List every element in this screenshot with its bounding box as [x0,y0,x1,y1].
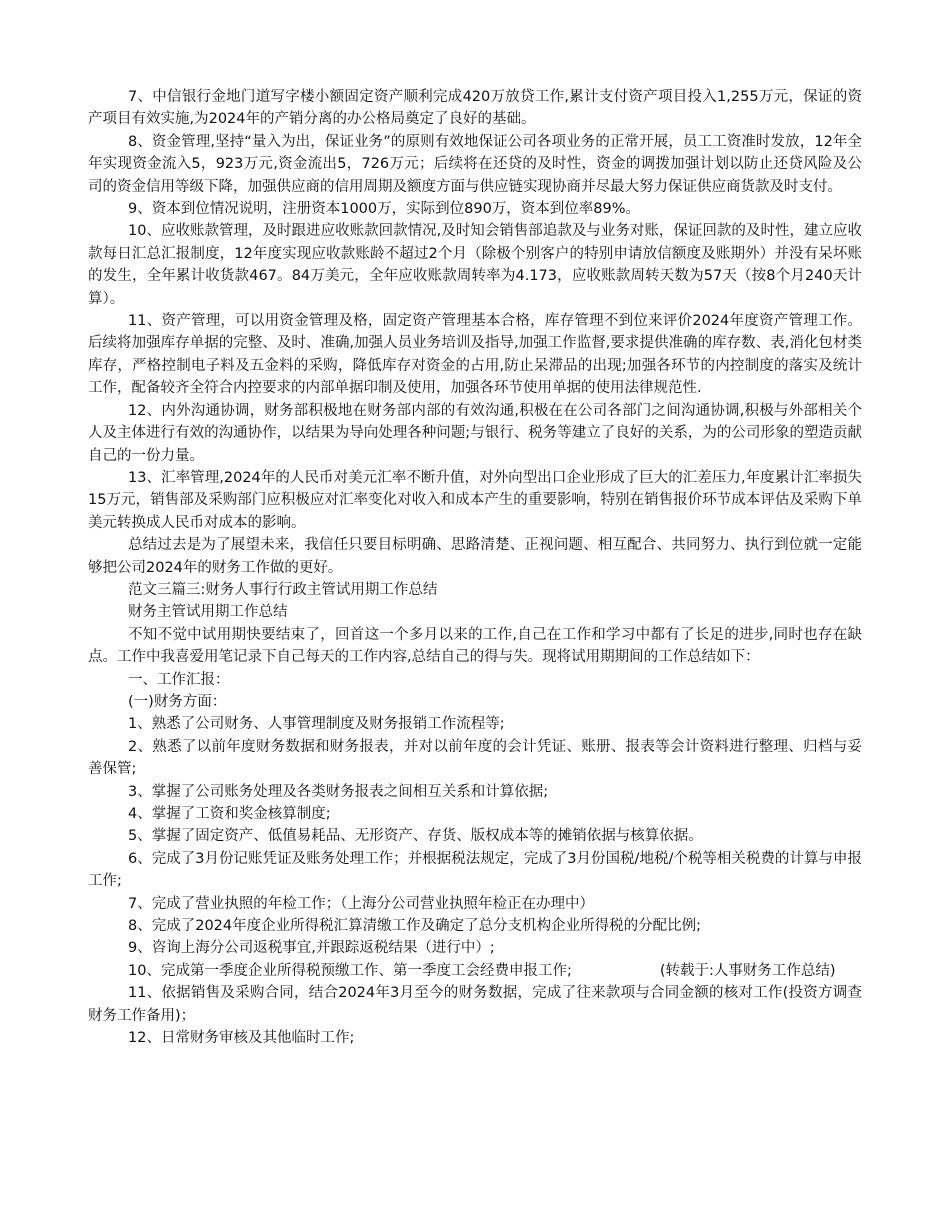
source-note: (转载于:人事财务工作总结) [659,962,836,979]
list-item-9: 9、咨询上海分公司返税事宜,并跟踪返税结果（进行中）; [128,940,495,957]
heading-finance: (一)财务方面： [128,693,227,710]
paragraph-item-9: 9、资本到位情况说明，注册资本1000万，实际到位890万，资本到位率89%。 [128,201,641,218]
list-item-6: 6、完成了3月份记账凭证及账务处理工作；并根据税法规定，完成了3月份国税/地税/个税等相关税费的计算与申报工作; [88,850,862,890]
list-item-10 [88,960,862,982]
list-item-4: 4、掌握了工资和奖金核算制度; [128,806,331,822]
paragraph-item-8: 8、资金管理,坚持“量入为出，保证业务”的原则有效地保证公司各项业务的正常开展，员工工资准时发放，12年全年实现资金流入5，923万元,资金流出5，726万元；后续将在还贷的及时性，资金的调拨加强计划以防止还贷风险及公司的资金信用等级下降，加强供应商的信用周期及额度方面与供应链实现协商并尽最大努力保证供应商货款及时支付。 [88,133,862,195]
list-item-3: 3、掌握了公司账务处理及各类财务报表之间相互关系和计算依据; [128,783,549,800]
section-heading: 范文三篇三:财务人事行行政主管试用期工作总结 [128,581,438,598]
paragraph-item-12-communication: 12、内外沟通协调，财务部积极地在财务部内部的有效沟通,积极在在公司各部门之间沟通协调,积极与外部相关个人及主体进行有效的沟通协作，以结果为导向处理各种问题;与银行、税务等建立了良好的关系，为的公司形象的塑造贡献自己的一份力量。 [88,402,862,464]
paragraph-intro: 不知不觉中试用期快要结束了，回首这一个多月以来的工作,自己在工作和学习中都有了长足的进步,同时也存在缺点。工作中我喜爱用笔记录下自己每天的工作内容,总结自己的得与失。现将试用期期间的工作总结如下： [88,626,862,666]
list-item-8: 8、完成了2024年度企业所得税汇算清缴工作及确定了总分支机构企业所得税的分配比例; [128,918,702,935]
list-item-12: 12、日常财务审核及其他临时工作; [128,1030,355,1047]
paragraph-conclusion: 总结过去是为了展望未来，我信任只要目标明确、思路清楚、正视问题、相互配合、共同努力、执行到位就一定能够把公司2024年的财务工作做的更好。 [88,537,862,576]
paragraph-item-10-receivables: 10、应收账款管理，及时跟进应收账款回款情况,及时知会销售部追款及与业务对账，保证回款的及时性，建立应收款每日汇总汇报制度，12年度实现应收款账龄不超过2个月（除极个别客户的特别申请放信额度及账期外）并没有呆坏账的发生，全年累计收货款467。84万美元，全年应收账款周转率为4.173，应收账款周转天数为57天（按8个月240天计算）。 [88,223,862,307]
paragraph-item-7: 7、中信银行金地门道写字楼小额固定资产顺利完成420万放贷工作,累计支付资产项目投入1,255万元，保证的资产项目有效实施,为2024年的产销分离的办公格局奠定了良好的基础。 [88,89,862,128]
subsection-title: 财务主管试用期工作总结 [128,604,288,621]
list-item-7: 7、完成了营业执照的年检工作；（上海分公司营业执照年检正在办理中） [128,895,594,912]
list-item-5: 5、掌握了固定资产、低值易耗品、无形资产、存货、版权成本等的摊销依据与核算依据。 [128,828,703,845]
list-item-10-text: 10、完成第一季度企业所得税预缴工作、第一季度工会经费申报工作; [128,962,572,979]
list-item-2: 2、熟悉了以前年度财务数据和财务报表，并对以前年度的会计凭证、账册、报表等会计资料进行整理、归档与妥善保管; [88,738,862,778]
heading-work-report: 一、工作汇报： [128,671,230,688]
list-item-11: 11、依据销售及采购合同，结合2024年3月至今的财务数据，完成了往来款项与合同金额的核对工作(投资方调查财务工作备用)； [88,985,862,1024]
paragraph-item-13-exchange-rate: 13、汇率管理,2024年的人民币对美元汇率不断升值，对外向型出口企业形成了巨大的汇差压力,年度累计汇率损失15万元，销售部及采购部门应积极应对汇率变化对收入和成本产生的重要影响，特别在销售报价环节成本评估及采购下单美元转换成人民币对成本的影响。 [88,469,862,531]
paragraph-item-11-assets: 11、资产管理，可以用资金管理及格，固定资产管理基本合格，库存管理不到位来评价2024年度资产管理工作。后续将加强库存单据的完整、及时、准确,加强人员业务培训及指导,加强工作监督,要求提供准确的库存数、表,消化包材类库存，严格控制电子料及五金料的采购，降低库存对资金的占用,防止呆滞品的出现;加强各环节的内控制度的落实及统计工作，配备较齐全符合内控要求的内部单据印制及使用，加强各环节使用单据的使用法律规范性. [88,313,862,397]
document-page [88,86,862,1049]
list-item-1: 1、熟悉了公司财务、人事管理制度及财务报销工作流程等; [128,716,505,733]
